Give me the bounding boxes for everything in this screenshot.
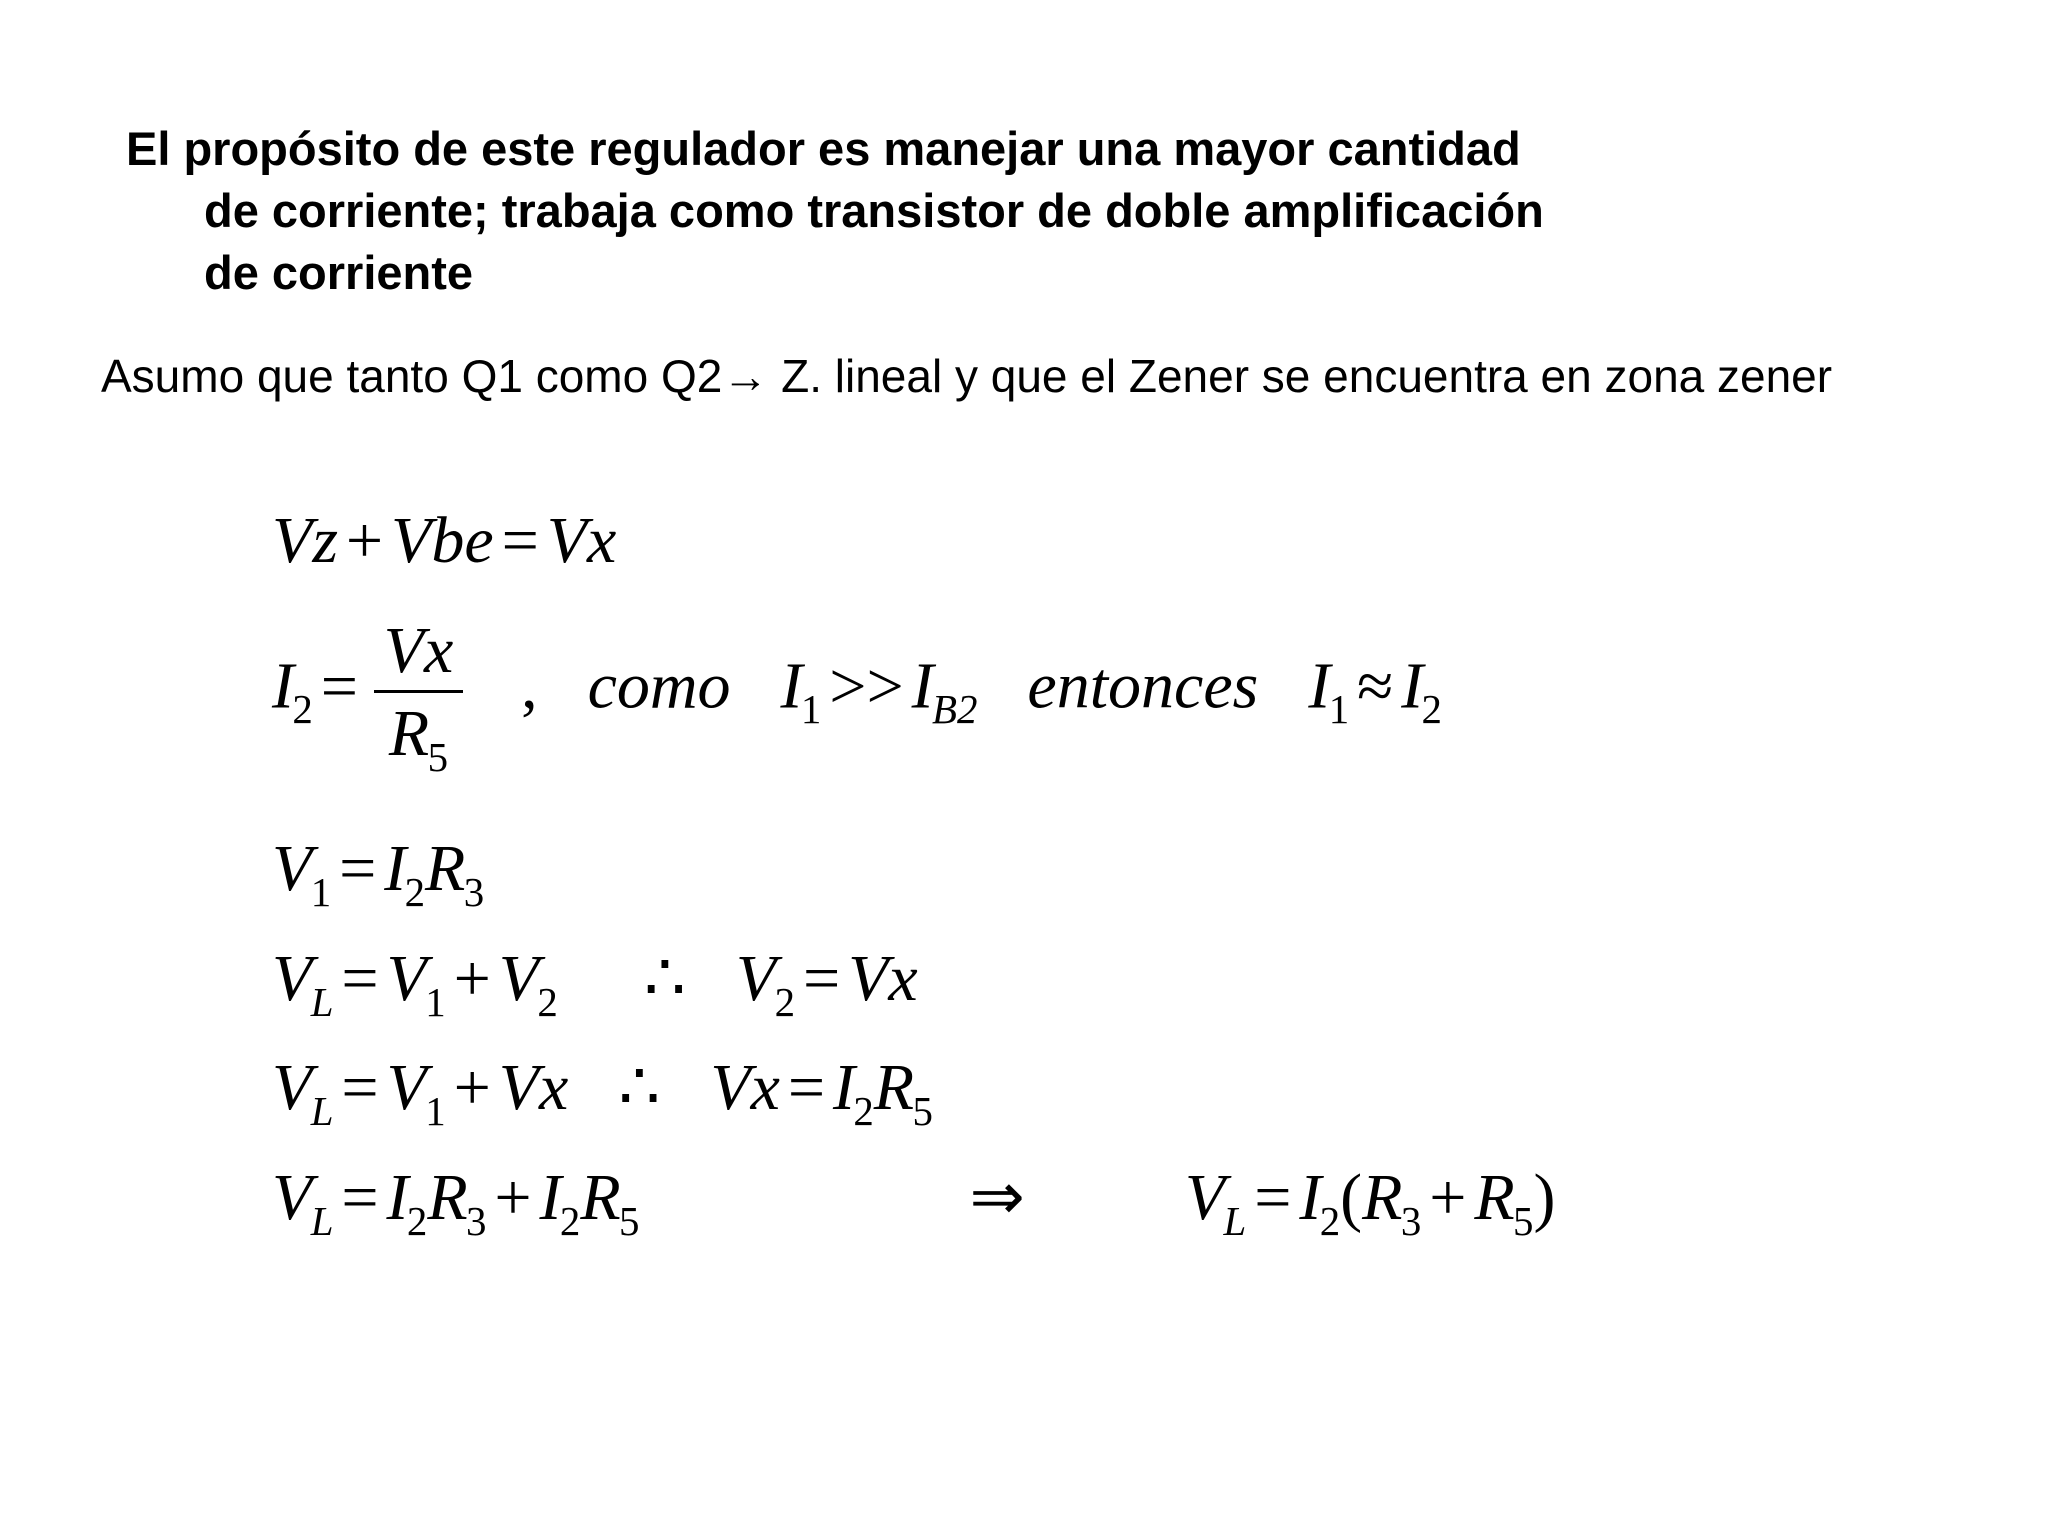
var-r: R bbox=[1474, 1161, 1515, 1234]
subscript: 2 bbox=[406, 1198, 428, 1244]
var-r: R bbox=[1362, 1161, 1403, 1234]
therefore-sign: ∴ bbox=[618, 1051, 661, 1124]
therefore-sign: ∴ bbox=[643, 942, 686, 1015]
subscript: 2 bbox=[1319, 1198, 1341, 1244]
plus-sign: + bbox=[1429, 1161, 1467, 1234]
subscript: 3 bbox=[463, 869, 485, 915]
subscript: L bbox=[310, 1088, 334, 1134]
equation-vl-final bbox=[272, 1161, 1556, 1244]
comma: , bbox=[521, 649, 538, 723]
assumption-text: Asumo que tanto Q1 como Q2→ Z. lineal y que el Zener se encuentra en zona zener bbox=[101, 350, 1833, 402]
var-i: I bbox=[1299, 1161, 1322, 1234]
var-i1: I bbox=[780, 649, 803, 723]
subscript: 5 bbox=[619, 1198, 640, 1244]
var-i1: I bbox=[1308, 649, 1331, 723]
equation-vl-v1-vx bbox=[272, 1051, 933, 1134]
var-r: R bbox=[425, 832, 466, 905]
var-v: V bbox=[272, 942, 313, 1015]
subscript: 5 bbox=[427, 734, 449, 780]
subscript: 2 bbox=[774, 979, 796, 1025]
equals-sign: = bbox=[1254, 1161, 1292, 1234]
word-entonces: entonces bbox=[1027, 649, 1259, 723]
slide-heading bbox=[126, 118, 1826, 304]
subscript: 1 bbox=[1328, 687, 1350, 733]
var-v: V bbox=[386, 942, 427, 1015]
var-r: R bbox=[873, 1051, 915, 1124]
equals-sign: = bbox=[501, 504, 539, 577]
subscript: 5 bbox=[1513, 1198, 1534, 1244]
equals-sign: = bbox=[341, 1161, 379, 1234]
subscript: 5 bbox=[912, 1088, 933, 1134]
equals-sign: = bbox=[341, 942, 379, 1015]
equals-sign: = bbox=[802, 942, 841, 1015]
var-i2: I bbox=[1401, 649, 1424, 723]
fraction-numerator bbox=[374, 614, 463, 690]
var-ib: I bbox=[911, 649, 934, 723]
subscript: 1 bbox=[800, 687, 822, 733]
var-v: V bbox=[386, 1051, 427, 1124]
var-r: R bbox=[388, 697, 430, 770]
equation-vz-vbe bbox=[272, 504, 617, 577]
right-paren: ) bbox=[1533, 1161, 1556, 1234]
var-v: V bbox=[1184, 1161, 1226, 1234]
var-v: V bbox=[272, 1051, 313, 1124]
subscript: 2 bbox=[404, 869, 426, 915]
var-v: V bbox=[272, 1161, 313, 1234]
subscript: 2 bbox=[1421, 687, 1442, 733]
subscript: 3 bbox=[1400, 1198, 1422, 1244]
implies-sign: ⇒ bbox=[969, 1161, 1025, 1234]
heading-line-3: de corriente bbox=[204, 246, 474, 299]
var-vbe: Vbe bbox=[391, 504, 494, 577]
subscript: 2 bbox=[559, 1198, 581, 1244]
var-vx: Vx bbox=[848, 942, 918, 1015]
subscript: L bbox=[1223, 1198, 1247, 1244]
equation-i2 bbox=[272, 614, 1442, 780]
var-v: V bbox=[498, 942, 540, 1015]
plus-sign: + bbox=[494, 1161, 532, 1234]
var-i: I bbox=[386, 1161, 409, 1234]
approx-sign: ≈ bbox=[1357, 649, 1394, 723]
var-vx: Vx bbox=[710, 1051, 780, 1124]
equals-sign: = bbox=[787, 1051, 826, 1124]
var-i: I bbox=[832, 1051, 855, 1124]
equation-v1 bbox=[272, 832, 485, 915]
subscript: L bbox=[310, 1198, 334, 1244]
plus-sign: + bbox=[345, 504, 384, 577]
subscript: 1 bbox=[310, 869, 332, 915]
heading-line-2: de corriente; trabaja como transistor de doble amplificación bbox=[204, 184, 1544, 237]
subscript: 1 bbox=[425, 1088, 446, 1134]
subscript: 3 bbox=[466, 1198, 487, 1244]
var-v: V bbox=[272, 832, 313, 905]
var-vx: Vx bbox=[498, 1051, 569, 1124]
var-i: I bbox=[539, 1161, 562, 1234]
subscript: 1 bbox=[425, 979, 446, 1025]
subscript: 2 bbox=[292, 687, 313, 733]
equals-sign: = bbox=[341, 1051, 379, 1124]
fraction-denominator bbox=[374, 690, 463, 780]
var-vx: Vx bbox=[546, 504, 617, 577]
subscript: L bbox=[310, 979, 334, 1025]
equals-sign: = bbox=[339, 832, 377, 905]
var-v: V bbox=[735, 942, 777, 1015]
subscript: 2 bbox=[853, 1088, 874, 1134]
var-i: I bbox=[384, 832, 407, 905]
equation-vl-v1-v2 bbox=[272, 942, 918, 1025]
var-vz: Vz bbox=[272, 504, 338, 577]
var-i: I bbox=[272, 649, 294, 723]
equals-sign: = bbox=[320, 649, 358, 723]
var-r: R bbox=[427, 1161, 468, 1234]
var-vx: Vx bbox=[383, 614, 454, 687]
much-greater-sign: >> bbox=[829, 649, 904, 723]
word-como: como bbox=[587, 649, 731, 723]
heading-line-1: El propósito de este regulador es manejar una mayor cantidad bbox=[126, 122, 1521, 175]
left-paren: ( bbox=[1340, 1161, 1363, 1234]
subscript: 2 bbox=[537, 979, 558, 1025]
plus-sign: + bbox=[453, 1051, 491, 1124]
subscript: B2 bbox=[931, 687, 978, 733]
var-r: R bbox=[580, 1161, 621, 1234]
fraction-vx-r5 bbox=[374, 614, 463, 780]
plus-sign: + bbox=[453, 942, 491, 1015]
